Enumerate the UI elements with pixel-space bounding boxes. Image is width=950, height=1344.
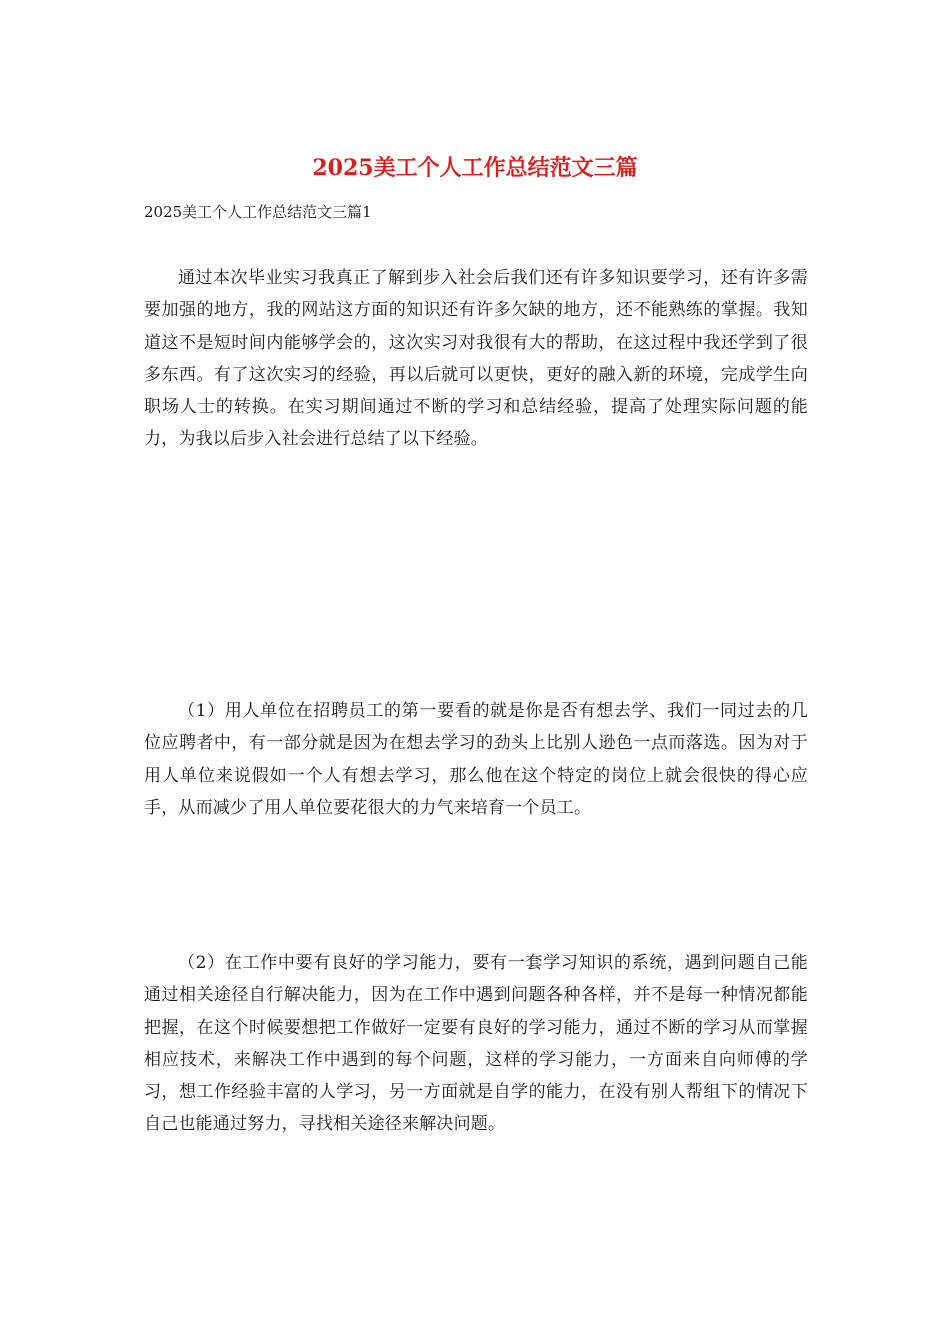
paragraph-intro: 通过本次毕业实习我真正了解到步入社会后我们还有许多知识要学习，还有许多需要加强的地方，我的网站这方面的知识还有许多欠缺的地方，还不能熟练的掌握。我知道这不是短时间内能够学会的，这次实习对我很有大的帮助，在这过程中我还学到了很多东西。有了这次实习的经验，再以后就可以更快，更好的融入新的环境，完成学生向职场人士的转换。在实习期间通过不断的学习和总结经验，提高了处理实际问题的能力，为我以后步入社会进行总结了以下经验。 — [144, 268, 808, 450]
paragraph-point-2: （2）在工作中要有良好的学习能力，要有一套学习知识的系统，遇到问题自己能通过相关途径自行解决能力，因为在工作中遇到问题各种各样，并不是每一种情况都能把握，在这个时候要想把工作做好一定要有良好的学习能力，通过不断的学习从而掌握相应技术，来解决工作中遇到的每个问题，这样的学习能力，一方面来自向师傅的学习，想工作经验丰富的人学习，另一方面就是自学的能力，在没有别人帮组下的情况下自己也能通过努力，寻找相关途径来解决问题。 — [144, 953, 808, 1135]
document-title: 2025美工个人工作总结范文三篇 — [312, 155, 638, 181]
paragraph-point-1: （1）用人单位在招聘员工的第一要看的就是你是否有想去学、我们一同过去的几位应聘者中，有一部分就是因为在想去学习的劲头上比别人逊色一点而落选。因为对于用人单位来说假如一个人有想去学习，那么他在这个特定的岗位上就会很快的得心应手，从而减少了用人单位要花很大的力气来培育一个员工。 — [144, 701, 808, 818]
document-subtitle: 2025美工个人工作总结范文三篇1 — [144, 203, 372, 221]
